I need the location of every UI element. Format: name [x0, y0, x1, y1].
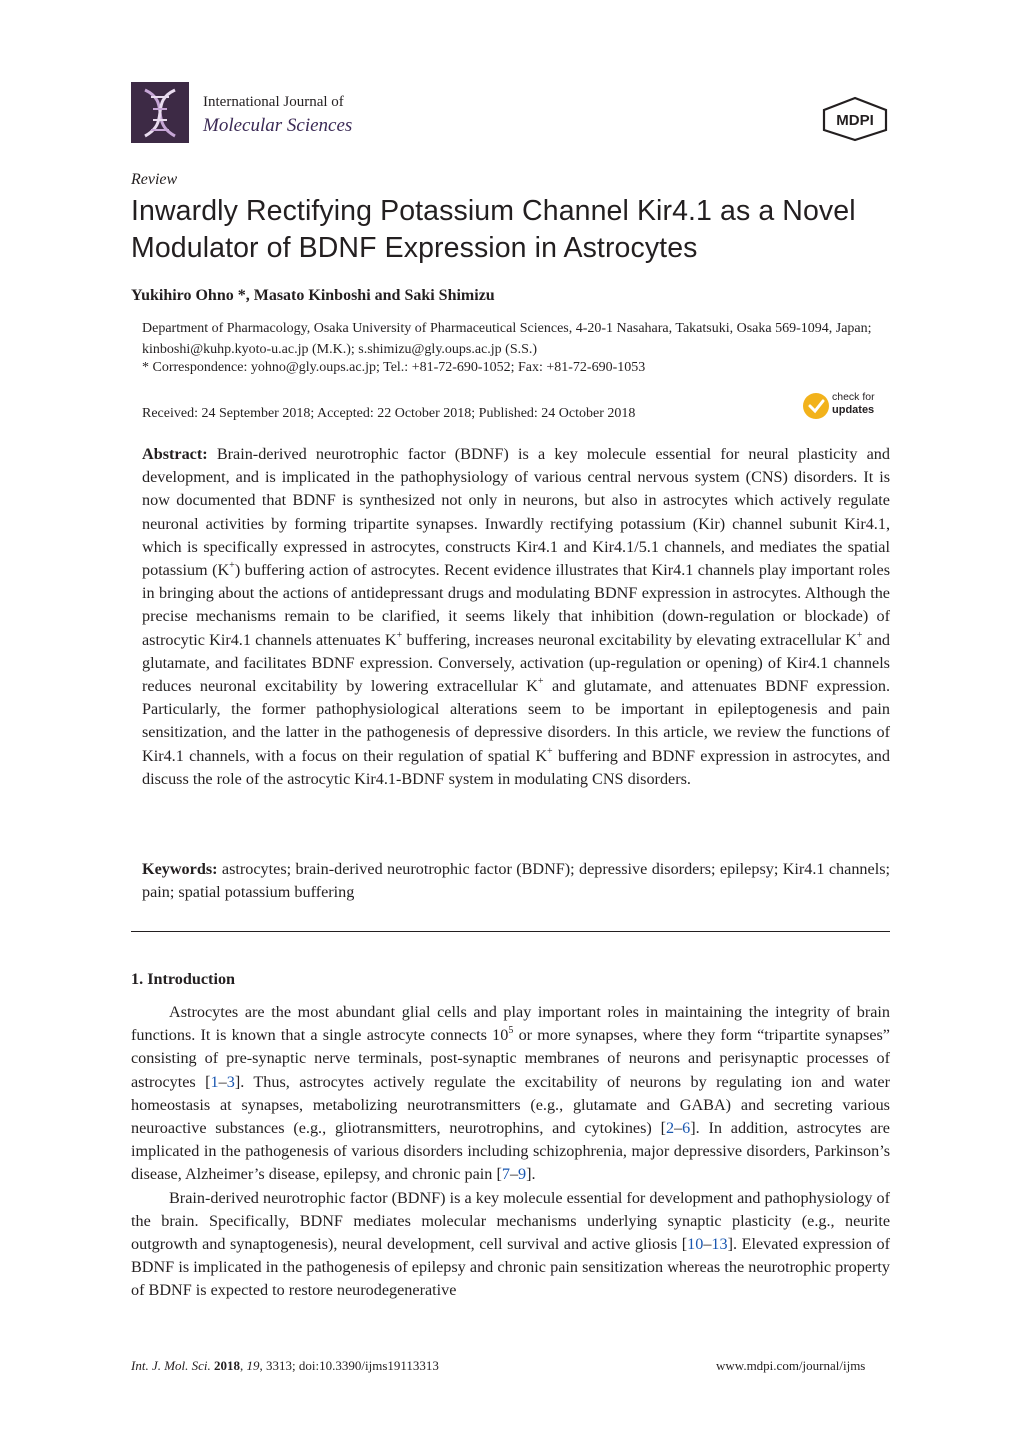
citation-link[interactable]: 6	[682, 1119, 691, 1138]
citation-dash: –	[218, 1072, 227, 1091]
paragraph-text: ].	[526, 1165, 536, 1184]
abstract-text: Brain-derived neurotrophic factor (BDNF) is a key molecule essential for neural plasticity and development, and is implicated in the pathophysiology of various central nervous system (CNS) disorders. It is now documented that BDNF is synthesized not only in neurons, but also in astrocytes which actively regulate neuronal activities by forming tripartite synapses. Inwardly rectifying potassium (Kir) channel subunit Kir4.1, which is specifically expressed in astrocytes, constructs Kir4.1 and Kir4.1/5.1 channels, and mediates the spatial potassium (K	[142, 445, 890, 580]
check-for-updates-icon	[802, 391, 832, 421]
article-title: Inwardly Rectifying Potassium Channel Kir4.1 as a Novel Modulator of BDNF Expression in Astrocytes	[131, 195, 856, 264]
abstract	[142, 443, 890, 791]
journal-logo-icon	[131, 82, 189, 143]
superscript: +	[547, 745, 553, 757]
citation-dash: –	[703, 1235, 712, 1254]
citation-link[interactable]: 7	[501, 1165, 510, 1184]
footer-journal: Int. J. Mol. Sci.	[131, 1358, 211, 1373]
abstract-text: ) buffering action of astrocytes. Recent evidence illustrates that Kir4.1 channels play important roles in bringing about the actions of antidepressant drugs and modulating BDNF expression in astrocytes. Although the precise mechanisms remain to be clarified, it seems likely that inhibition (down-regulation or blockade) of astrocytic Kir4.1 channels attenuates K	[142, 561, 891, 649]
paragraph	[131, 1187, 890, 1303]
footer-year: 2018	[214, 1358, 241, 1373]
footer-url[interactable]: www.mdpi.com/journal/ijms	[716, 1358, 866, 1373]
paragraph	[131, 1001, 890, 1187]
paragraph-text: Brain-derived neurotrophic factor (BDNF) is a key molecule essential for development and pathophysiology of the brain. Specifically, BDNF mediates molecular mechanisms underlying synaptic plasticity (e.g., neurite outgrowth and synaptogenesis), neural development, cell survival and active gliosis [	[131, 1188, 890, 1254]
affiliation: Department of Pharmacology, Osaka University of Pharmaceutical Sciences, 4-20-1 Nasahara, Takatsuki, Osaka 569-1094, Japan; kinboshi@kuhp.kyoto-u.ac.jp (M.K.); s.shimizu@gly.oups.ac.jp (S.S.)	[142, 321, 872, 357]
paragraph-text: Astrocytes are the most abundant glial cells and play important roles in maintaining the integrity of brain functions. It is known that a single astrocyte connects 10	[131, 1003, 890, 1045]
superscript: +	[229, 560, 235, 572]
abstract-text: buffering, increases neuronal excitability by elevating extracellular K	[402, 630, 857, 649]
abstract-text: and glutamate, and facilitates BDNF expression. Conversely, activation (up-regulation or opening) of Kir4.1 channels reduces neuronal excitability by lowering extracellular K	[142, 630, 891, 696]
journal-name-line1: International Journal of	[203, 94, 344, 110]
superscript: 5	[508, 1025, 514, 1037]
check-for-updates-label-bold: updates	[832, 404, 875, 416]
mdpi-logo-icon	[820, 96, 890, 142]
article-type: Review	[131, 171, 178, 188]
footer-citation: Int. J. Mol. Sci. 2018, 19, 3313; doi:10.3390/ijms19113313	[131, 1358, 439, 1373]
superscript: +	[856, 629, 863, 641]
keywords-label: Keywords:	[142, 860, 218, 878]
paragraph-text: ]. Elevated expression of BDNF is implicated in the pathogenesis of epilepsy and chronic pain sensitization whereas the neurotrophic property of BDNF is expected to restore neurodegenerative	[131, 1235, 891, 1300]
abstract-label: Abstract:	[142, 445, 208, 463]
citation-link[interactable]: 9	[518, 1165, 527, 1184]
section-divider	[131, 931, 890, 932]
mdpi-logo-text: MDPI	[836, 112, 874, 129]
citation-dash: –	[509, 1165, 519, 1184]
authors: Yukihiro Ohno *, Masato Kinboshi and Saki Shimizu	[131, 287, 495, 304]
abstract-text: buffering and BDNF expression in astrocytes, and discuss the role of the astrocytic Kir4.1-BDNF system in modulating CNS disorders.	[142, 746, 890, 788]
superscript: +	[537, 676, 544, 688]
citation-link[interactable]: 10	[687, 1235, 704, 1254]
correspondence: * Correspondence: yohno@gly.oups.ac.jp; Tel.: +81-72-690-1052; Fax: +81-72-690-1053	[142, 360, 646, 375]
journal-name-line2: Molecular Sciences	[203, 115, 353, 136]
paragraph-text: ]. Thus, astrocytes actively regulate the excitability of neurons by regulating ion and water homeostasis at synapses, metabolizing neurotransmitters (e.g., glutamate and GABA) and secreting various neuroactive substances (e.g., gliotransmitters, neurotrophins, and cytokines) [	[131, 1072, 890, 1138]
citation-link[interactable]: 3	[226, 1072, 235, 1091]
publication-dates: Received: 24 September 2018; Accepted: 22 October 2018; Published: 24 October 2018	[142, 406, 636, 421]
section-heading: 1. Introduction	[131, 970, 236, 988]
citation-dash: –	[674, 1119, 683, 1138]
keywords	[142, 858, 890, 904]
paragraph-text: or more synapses, where they form “tripartite synapses” consisting of pre-synaptic nerve terminals, post-synaptic membranes of neurons and perisynaptic processes of astrocytes [	[131, 1026, 890, 1091]
footer-volume: 19	[246, 1358, 260, 1373]
check-for-updates-label: check for	[832, 391, 875, 403]
introduction-body	[131, 1001, 890, 1303]
superscript: +	[396, 629, 403, 641]
footer-doi: , 3313; doi:10.3390/ijms19113313	[259, 1358, 439, 1373]
citation-link[interactable]: 13	[711, 1235, 728, 1254]
keywords-text: astrocytes; brain-derived neurotrophic factor (BDNF); depressive disorders; epilepsy; Kir4.1 channels; pain; spatial potassium buffering	[142, 860, 890, 902]
paragraph-text: ]. In addition, astrocytes are implicated in the pathogenesis of various disorders including schizophrenia, major depressive disorders, Parkinson’s disease, Alzheimer’s disease, epilepsy, and chronic pain [	[131, 1119, 890, 1184]
abstract-text: and glutamate, and attenuates BDNF expression. Particularly, the former pathophysiological alterations seem to be important in epileptogenesis and pain sensitization, and the latter in the pathogenesis of depressive disorders. In this article, we review the functions of Kir4.1 channels, with a focus on their regulation of spatial K	[142, 677, 890, 765]
citation-link[interactable]: 2	[665, 1119, 675, 1138]
citation-link[interactable]: 1	[210, 1072, 219, 1091]
